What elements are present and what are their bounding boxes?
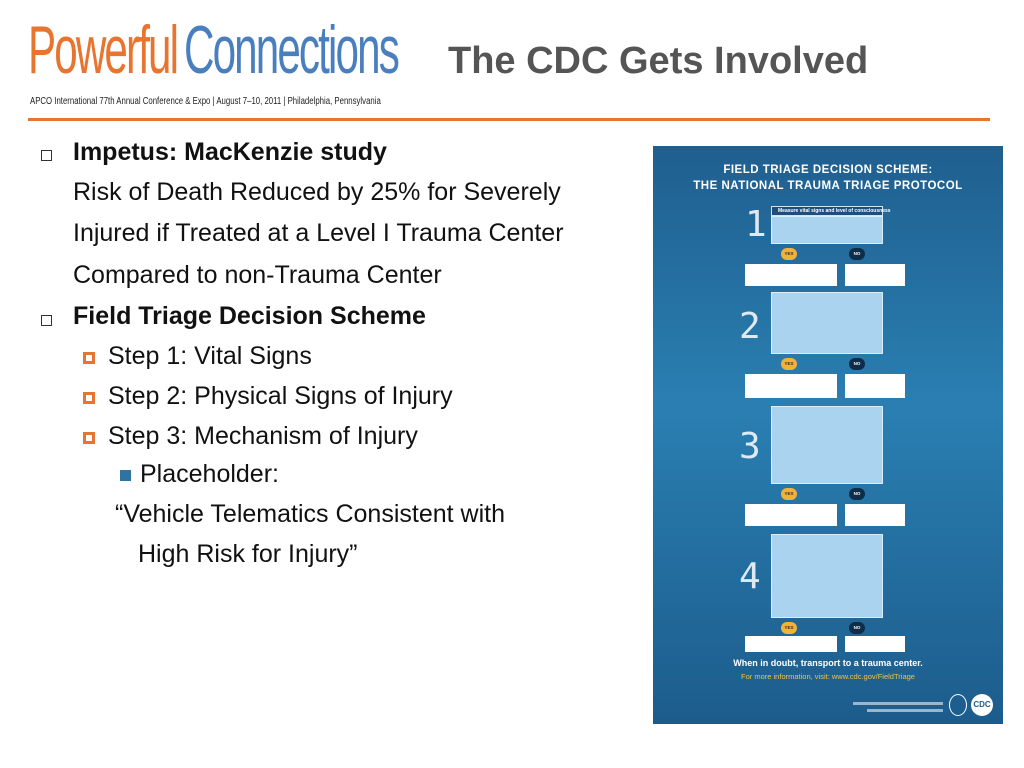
poster-footer-line-2: For more information, visit: www.cdc.gov/FieldTriage (741, 672, 915, 681)
placeholder-label: Placeholder: (140, 460, 279, 488)
poster-title-line-2: THE NATIONAL TRAUMA TRIAGE PROTOCOL (693, 180, 963, 192)
cdc-logo: CDC (971, 694, 993, 716)
hollow-square-bullet-icon (41, 315, 52, 326)
step-number-2: 2 (739, 306, 761, 347)
field-triage-poster (653, 146, 1003, 724)
poster-step2-action (745, 374, 837, 398)
step-number-4: 4 (739, 556, 761, 597)
poster-no-4: NO (849, 622, 865, 634)
poster-yes-1: YES (781, 248, 797, 260)
orange-square-bullet-icon (83, 352, 95, 364)
logo-word-connections: Connections (184, 12, 398, 88)
poster-step1-criteria (771, 216, 883, 244)
hollow-square-bullet-icon (41, 150, 52, 161)
poster-no-1: NO (849, 248, 865, 260)
step-3: Step 3: Mechanism of Injury (108, 422, 418, 450)
poster-hhs-text-2 (867, 709, 943, 712)
poster-step3-next (845, 504, 905, 526)
slide-title: The CDC Gets Involved (448, 40, 869, 82)
bullet-field-triage: Field Triage Decision Scheme (73, 302, 426, 330)
blue-square-bullet-icon (120, 470, 131, 481)
step-number-3: 3 (739, 426, 761, 467)
poster-no-3: NO (849, 488, 865, 500)
poster-hhs-text (853, 702, 943, 705)
poster-step1-action (745, 264, 837, 286)
poster-yes-2: YES (781, 358, 797, 370)
poster-step1-header-text: Measure vital signs and level of consciousness (778, 208, 891, 214)
poster-yes-4: YES (781, 622, 797, 634)
step-2: Step 2: Physical Signs of Injury (108, 382, 453, 410)
step-number-1: 1 (745, 204, 767, 245)
hhs-seal-icon (949, 694, 967, 716)
poster-step1-next (845, 264, 905, 286)
impetus-line-1: Risk of Death Reduced by 25% for Severely (73, 178, 561, 206)
poster-step3-action (745, 504, 837, 526)
logo-word-powerful: Powerful (28, 12, 178, 88)
quote-line-2: High Risk for Injury” (138, 540, 358, 568)
orange-square-bullet-icon (83, 392, 95, 404)
poster-yes-3: YES (781, 488, 797, 500)
poster-step3-criteria (771, 406, 883, 484)
poster-step2-next (845, 374, 905, 398)
impetus-line-3: Compared to non-Trauma Center (73, 261, 442, 289)
poster-step1-header (771, 206, 891, 216)
poster-title-line-1: FIELD TRIAGE DECISION SCHEME: (723, 164, 933, 176)
logo-subtitle: APCO International 77th Annual Conference & Expo | August 7–10, 2011 | Philadelphia, Pennsylvania (30, 96, 381, 107)
poster-step4-criteria (771, 534, 883, 618)
poster-step2-criteria (771, 292, 883, 354)
orange-square-bullet-icon (83, 432, 95, 444)
poster-no-2: NO (849, 358, 865, 370)
step-1: Step 1: Vital Signs (108, 342, 312, 370)
poster-footer-line-1: When in doubt, transport to a trauma center. (733, 658, 923, 668)
bullet-impetus: Impetus: MacKenzie study (73, 138, 387, 166)
quote-line-1: “Vehicle Telematics Consistent with (115, 500, 505, 528)
impetus-line-2: Injured if Treated at a Level I Trauma Center (73, 219, 564, 247)
poster-step4-action (745, 636, 837, 652)
poster-step4-next (845, 636, 905, 652)
